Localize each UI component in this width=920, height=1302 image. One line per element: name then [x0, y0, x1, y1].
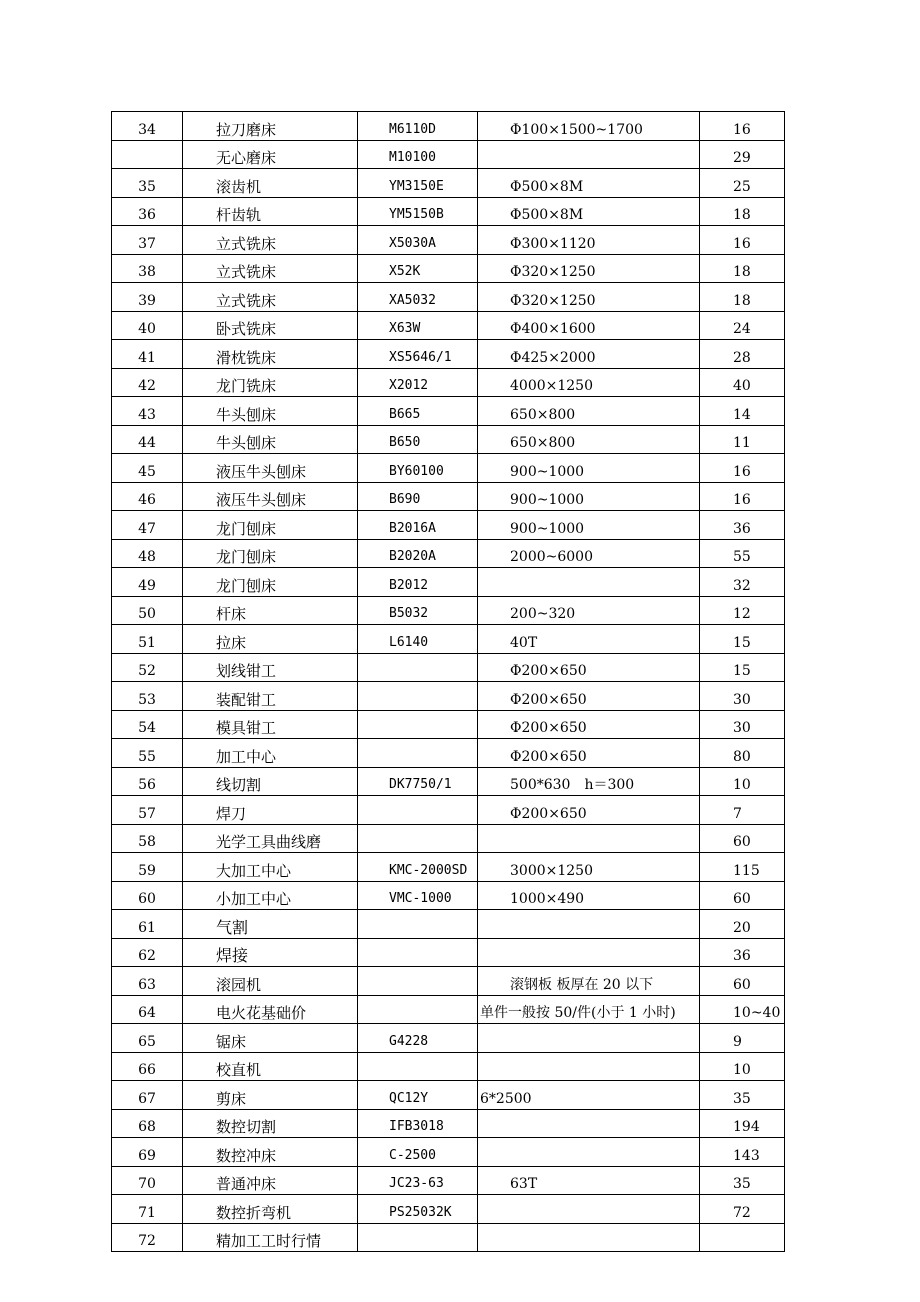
- equipment-spec: 3000×1250: [478, 853, 700, 882]
- hourly-rate: 36: [700, 938, 785, 967]
- equipment-spec: 2000~6000: [478, 539, 700, 568]
- equipment-spec: 4000×1250: [478, 368, 700, 397]
- equipment-spec: 1000×490: [478, 881, 700, 910]
- equipment-model: [358, 710, 478, 739]
- equipment-name: 装配钳工: [183, 682, 358, 711]
- equipment-spec: Φ200×650: [478, 710, 700, 739]
- row-number: 62: [112, 938, 183, 967]
- equipment-model: XA5032: [358, 283, 478, 312]
- table-row: [112, 881, 785, 910]
- hourly-rate: 80: [700, 739, 785, 768]
- equipment-name: 焊刀: [183, 796, 358, 825]
- equipment-spec: 63T: [478, 1166, 700, 1195]
- table-row: [112, 368, 785, 397]
- equipment-name: 杆齿轨: [183, 197, 358, 226]
- equipment-spec: 650×800: [478, 397, 700, 426]
- equipment-name: 液压牛头刨床: [183, 454, 358, 483]
- table-row: [112, 682, 785, 711]
- hourly-rate: 16: [700, 112, 785, 141]
- equipment-spec: Φ400×1600: [478, 311, 700, 340]
- hourly-rate: 16: [700, 454, 785, 483]
- equipment-name: 普通冲床: [183, 1166, 358, 1195]
- equipment-model: [358, 1223, 478, 1252]
- equipment-model: [358, 938, 478, 967]
- table-row: [112, 653, 785, 682]
- equipment-spec: Φ500×8M: [478, 197, 700, 226]
- equipment-spec: [478, 1109, 700, 1138]
- equipment-model: X2012: [358, 368, 478, 397]
- equipment-name: 立式铣床: [183, 254, 358, 283]
- table-row: [112, 967, 785, 996]
- equipment-name: 线切割: [183, 767, 358, 796]
- equipment-name: 龙门刨床: [183, 568, 358, 597]
- equipment-name: 小加工中心: [183, 881, 358, 910]
- equipment-spec: Φ100×1500~1700: [478, 112, 700, 141]
- equipment-model: XS5646/1: [358, 340, 478, 369]
- table-row: [112, 482, 785, 511]
- hourly-rate: 143: [700, 1138, 785, 1167]
- equipment-model: YM5150B: [358, 197, 478, 226]
- equipment-name: 光学工具曲线磨: [183, 824, 358, 853]
- row-number: 43: [112, 397, 183, 426]
- table-row: [112, 1138, 785, 1167]
- equipment-model: QC12Y: [358, 1081, 478, 1110]
- row-number: 45: [112, 454, 183, 483]
- row-number: 34: [112, 112, 183, 141]
- table-row: [112, 425, 785, 454]
- hourly-rate: 18: [700, 283, 785, 312]
- hourly-rate: 35: [700, 1081, 785, 1110]
- table-row: [112, 824, 785, 853]
- row-number: 54: [112, 710, 183, 739]
- row-number: 53: [112, 682, 183, 711]
- row-number: 40: [112, 311, 183, 340]
- equipment-name: 锯床: [183, 1024, 358, 1053]
- equipment-spec: [478, 1195, 700, 1224]
- equipment-model: B5032: [358, 596, 478, 625]
- equipment-spec: 900~1000: [478, 511, 700, 540]
- equipment-spec: Φ200×650: [478, 796, 700, 825]
- equipment-spec: [478, 140, 700, 169]
- equipment-model: B665: [358, 397, 478, 426]
- equipment-name: 立式铣床: [183, 226, 358, 255]
- table-row: [112, 1081, 785, 1110]
- equipment-model: IFB3018: [358, 1109, 478, 1138]
- hourly-rate: 60: [700, 824, 785, 853]
- equipment-name: 划线钳工: [183, 653, 358, 682]
- table-row: [112, 1109, 785, 1138]
- hourly-rate: 11: [700, 425, 785, 454]
- table-row: [112, 197, 785, 226]
- equipment-spec: Φ300×1120: [478, 226, 700, 255]
- row-number: 47: [112, 511, 183, 540]
- hourly-rate: 72: [700, 1195, 785, 1224]
- row-number: 60: [112, 881, 183, 910]
- hourly-rate: 16: [700, 226, 785, 255]
- equipment-spec: Φ200×650: [478, 739, 700, 768]
- hourly-rate: 14: [700, 397, 785, 426]
- row-number: 72: [112, 1223, 183, 1252]
- equipment-spec: 900~1000: [478, 482, 700, 511]
- equipment-model: YM3150E: [358, 169, 478, 198]
- row-number: 37: [112, 226, 183, 255]
- table-row: [112, 283, 785, 312]
- equipment-name: 牛头刨床: [183, 397, 358, 426]
- equipment-spec: Φ500×8M: [478, 169, 700, 198]
- row-number: 70: [112, 1166, 183, 1195]
- equipment-name: 大加工中心: [183, 853, 358, 882]
- hourly-rate: 25: [700, 169, 785, 198]
- table-row: [112, 767, 785, 796]
- hourly-rate: 36: [700, 511, 785, 540]
- equipment-model: M10100: [358, 140, 478, 169]
- equipment-spec: [478, 568, 700, 597]
- hourly-rate: 18: [700, 197, 785, 226]
- equipment-name: 龙门刨床: [183, 511, 358, 540]
- equipment-spec: 650×800: [478, 425, 700, 454]
- equipment-name: 电火花基础价: [183, 995, 358, 1024]
- equipment-name: 焊接: [183, 938, 358, 967]
- row-number: 42: [112, 368, 183, 397]
- row-number: 50: [112, 596, 183, 625]
- row-number: 63: [112, 967, 183, 996]
- hourly-rate: 60: [700, 967, 785, 996]
- table-row: [112, 1195, 785, 1224]
- hourly-rate: 10: [700, 1052, 785, 1081]
- equipment-spec: Φ200×650: [478, 653, 700, 682]
- table-row: [112, 938, 785, 967]
- row-number: 56: [112, 767, 183, 796]
- equipment-spec: 200~320: [478, 596, 700, 625]
- equipment-model: [358, 1052, 478, 1081]
- equipment-name: 拉床: [183, 625, 358, 654]
- row-number: 51: [112, 625, 183, 654]
- equipment-name: 校直机: [183, 1052, 358, 1081]
- equipment-spec: Φ425×2000: [478, 340, 700, 369]
- equipment-name: 剪床: [183, 1081, 358, 1110]
- equipment-model: [358, 739, 478, 768]
- equipment-name: 数控冲床: [183, 1138, 358, 1167]
- equipment-name: 卧式铣床: [183, 311, 358, 340]
- hourly-rate: 15: [700, 653, 785, 682]
- equipment-spec: 6*2500: [478, 1081, 700, 1110]
- equipment-spec: Φ200×650: [478, 682, 700, 711]
- equipment-spec: [478, 938, 700, 967]
- equipment-name: 数控折弯机: [183, 1195, 358, 1224]
- table-row: [112, 1166, 785, 1195]
- table-row: [112, 853, 785, 882]
- table-row: [112, 739, 785, 768]
- equipment-model: G4228: [358, 1024, 478, 1053]
- table-row: [112, 1024, 785, 1053]
- table-row: [112, 1223, 785, 1252]
- hourly-rate: 12: [700, 596, 785, 625]
- equipment-spec: 500*630 h＝300: [478, 767, 700, 796]
- equipment-model: KMC-2000SD: [358, 853, 478, 882]
- hourly-rate: 16: [700, 482, 785, 511]
- hourly-rate: 20: [700, 910, 785, 939]
- table-row: [112, 596, 785, 625]
- equipment-name: 液压牛头刨床: [183, 482, 358, 511]
- equipment-model: C-2500: [358, 1138, 478, 1167]
- row-number: [112, 140, 183, 169]
- table-row: [112, 568, 785, 597]
- equipment-spec: [478, 1024, 700, 1053]
- equipment-name: 滚齿机: [183, 169, 358, 198]
- row-number: 61: [112, 910, 183, 939]
- equipment-model: DK7750/1: [358, 767, 478, 796]
- equipment-model: M6110D: [358, 112, 478, 141]
- equipment-spec: Φ320×1250: [478, 283, 700, 312]
- hourly-rate: 7: [700, 796, 785, 825]
- hourly-rate: 115: [700, 853, 785, 882]
- table-row: [112, 511, 785, 540]
- equipment-spec: 单件一般按 50/件(小于 1 小时): [478, 995, 700, 1024]
- equipment-model: VMC-1000: [358, 881, 478, 910]
- table-row: [112, 140, 785, 169]
- equipment-model: B650: [358, 425, 478, 454]
- table-row: [112, 539, 785, 568]
- row-number: 57: [112, 796, 183, 825]
- equipment-name: 精加工工时行情: [183, 1223, 358, 1252]
- row-number: 71: [112, 1195, 183, 1224]
- equipment-name: 拉刀磨床: [183, 112, 358, 141]
- row-number: 41: [112, 340, 183, 369]
- table-row: [112, 112, 785, 141]
- table-row: [112, 995, 785, 1024]
- table-row: [112, 340, 785, 369]
- row-number: 68: [112, 1109, 183, 1138]
- hourly-rate: 55: [700, 539, 785, 568]
- equipment-model: [358, 824, 478, 853]
- row-number: 52: [112, 653, 183, 682]
- table-row: [112, 625, 785, 654]
- table-row: [112, 796, 785, 825]
- row-number: 64: [112, 995, 183, 1024]
- row-number: 69: [112, 1138, 183, 1167]
- table-body: [112, 112, 785, 1252]
- equipment-spec: 滚钢板 板厚在 20 以下: [478, 967, 700, 996]
- equipment-model: B2012: [358, 568, 478, 597]
- hourly-rate: 30: [700, 682, 785, 711]
- equipment-model: [358, 995, 478, 1024]
- row-number: 36: [112, 197, 183, 226]
- equipment-spec: [478, 1138, 700, 1167]
- table-row: [112, 910, 785, 939]
- row-number: 55: [112, 739, 183, 768]
- equipment-model: JC23-63: [358, 1166, 478, 1195]
- equipment-spec: 900~1000: [478, 454, 700, 483]
- hourly-rate: 40: [700, 368, 785, 397]
- equipment-model: B2020A: [358, 539, 478, 568]
- equipment-name: 滑枕铣床: [183, 340, 358, 369]
- equipment-model: X63W: [358, 311, 478, 340]
- hourly-rate: 15: [700, 625, 785, 654]
- hourly-rate: 60: [700, 881, 785, 910]
- equipment-spec: [478, 1223, 700, 1252]
- equipment-name: 立式铣床: [183, 283, 358, 312]
- equipment-spec: [478, 1052, 700, 1081]
- row-number: 66: [112, 1052, 183, 1081]
- equipment-spec: [478, 910, 700, 939]
- equipment-model: [358, 910, 478, 939]
- row-number: 49: [112, 568, 183, 597]
- equipment-spec: [478, 824, 700, 853]
- hourly-rate: 10: [700, 767, 785, 796]
- hourly-rate: 29: [700, 140, 785, 169]
- row-number: 59: [112, 853, 183, 882]
- table-row: [112, 397, 785, 426]
- table-row: [112, 226, 785, 255]
- equipment-spec: 40T: [478, 625, 700, 654]
- hourly-rate: 35: [700, 1166, 785, 1195]
- row-number: 48: [112, 539, 183, 568]
- equipment-spec: Φ320×1250: [478, 254, 700, 283]
- table-row: [112, 710, 785, 739]
- equipment-name: 滚园机: [183, 967, 358, 996]
- equipment-name: 加工中心: [183, 739, 358, 768]
- equipment-model: [358, 653, 478, 682]
- equipment-name: 龙门铣床: [183, 368, 358, 397]
- equipment-model: B690: [358, 482, 478, 511]
- equipment-model: X52K: [358, 254, 478, 283]
- equipment-name: 气割: [183, 910, 358, 939]
- hourly-rate: 30: [700, 710, 785, 739]
- hourly-rate: 28: [700, 340, 785, 369]
- hourly-rate: 194: [700, 1109, 785, 1138]
- table-row: [112, 454, 785, 483]
- table-row: [112, 1052, 785, 1081]
- row-number: 67: [112, 1081, 183, 1110]
- table-row: [112, 254, 785, 283]
- hourly-rate: 10~40: [700, 995, 785, 1024]
- row-number: 39: [112, 283, 183, 312]
- equipment-name: 龙门刨床: [183, 539, 358, 568]
- equipment-name: 模具钳工: [183, 710, 358, 739]
- row-number: 58: [112, 824, 183, 853]
- equipment-rate-table: [111, 111, 785, 1252]
- row-number: 46: [112, 482, 183, 511]
- table-row: [112, 169, 785, 198]
- row-number: 38: [112, 254, 183, 283]
- equipment-model: [358, 796, 478, 825]
- table-row: [112, 311, 785, 340]
- equipment-name: 牛头刨床: [183, 425, 358, 454]
- hourly-rate: [700, 1223, 785, 1252]
- row-number: 65: [112, 1024, 183, 1053]
- equipment-model: X5030A: [358, 226, 478, 255]
- hourly-rate: 24: [700, 311, 785, 340]
- equipment-name: 数控切割: [183, 1109, 358, 1138]
- row-number: 44: [112, 425, 183, 454]
- row-number: 35: [112, 169, 183, 198]
- equipment-name: 杆床: [183, 596, 358, 625]
- equipment-model: BY60100: [358, 454, 478, 483]
- equipment-name: 无心磨床: [183, 140, 358, 169]
- equipment-model: B2016A: [358, 511, 478, 540]
- hourly-rate: 9: [700, 1024, 785, 1053]
- hourly-rate: 18: [700, 254, 785, 283]
- hourly-rate: 32: [700, 568, 785, 597]
- equipment-model: [358, 967, 478, 996]
- equipment-model: L6140: [358, 625, 478, 654]
- equipment-model: PS25032K: [358, 1195, 478, 1224]
- equipment-model: [358, 682, 478, 711]
